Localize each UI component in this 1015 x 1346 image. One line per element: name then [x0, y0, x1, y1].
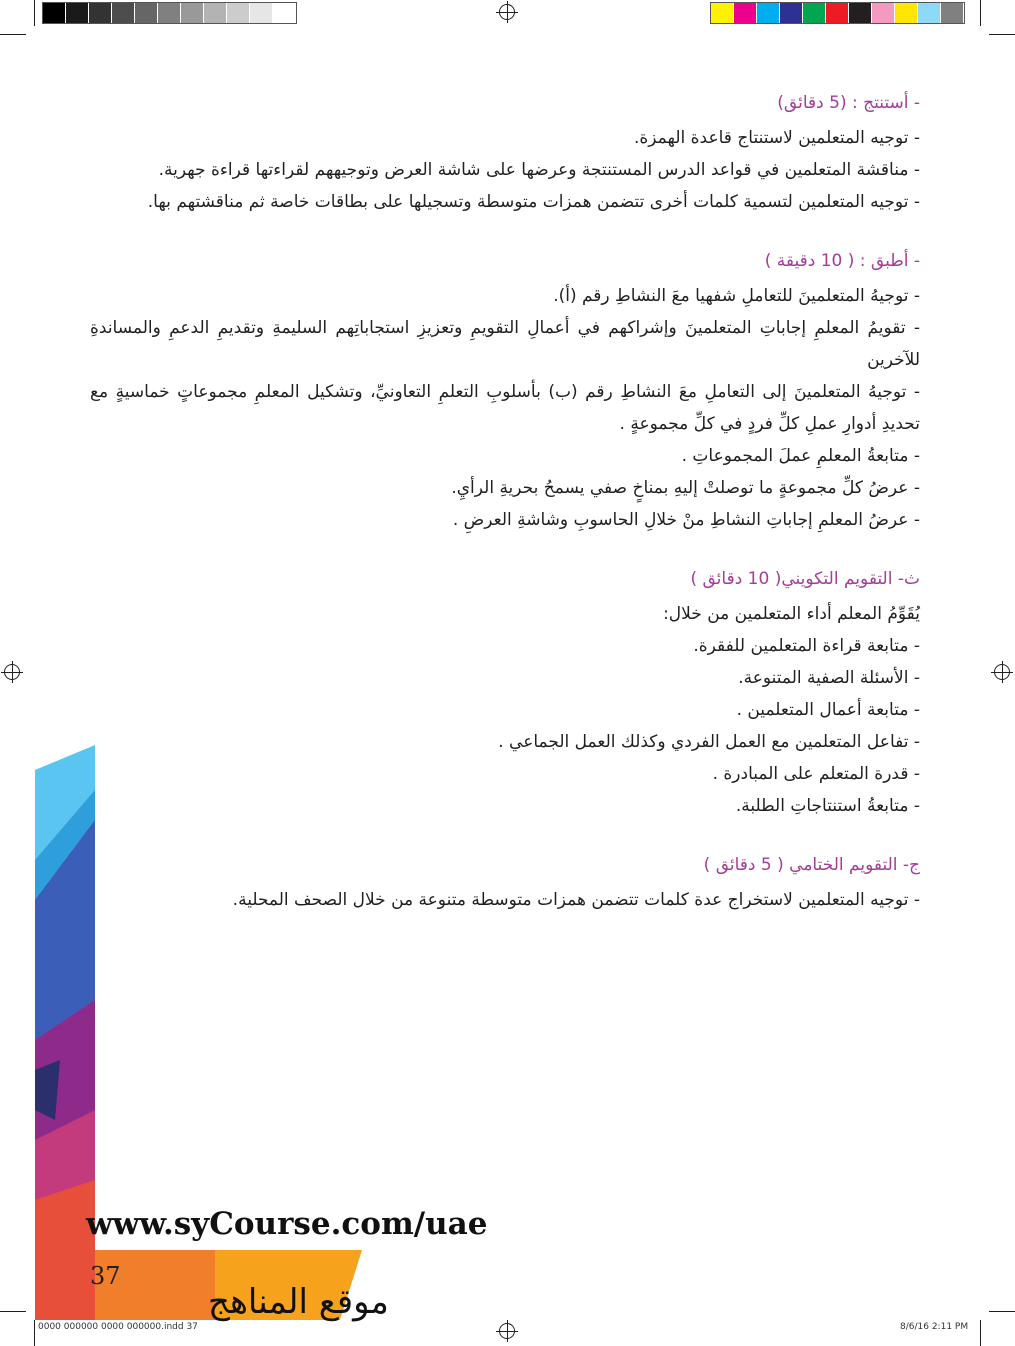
color-swatch [941, 3, 964, 23]
crop-mark [989, 34, 1015, 35]
lesson-section [90, 248, 920, 536]
section-line: - متابعة أعمال المتعلمين . [736, 700, 920, 720]
section-heading: - أطبق : ( 10 دقيقة ) [764, 251, 920, 271]
color-swatch [826, 3, 849, 23]
lesson-section [90, 852, 920, 916]
section-line: - الأسئلة الصفية المتنوعة. [738, 668, 920, 688]
registration-mark-bottom [499, 1323, 515, 1339]
section-line: - عرضُ كلِّ مجموعةٍ ما توصلتْ إليهِ بمناخٍ صفي يسمحُ بحريةِ الرأيِ. [451, 478, 920, 498]
color-swatch [895, 3, 918, 23]
site-name-arabic: موقع المناهج [208, 1282, 389, 1322]
lesson-content [90, 90, 920, 946]
color-swatch [757, 3, 780, 23]
section-line: - متابعةُ المعلمِ عملَ المجموعاتِ . [681, 446, 920, 466]
color-swatch [918, 3, 941, 23]
crop-mark [980, 0, 981, 26]
section-line: - متابعةُ استنتاجاتِ الطلبة. [735, 796, 920, 816]
lesson-section [90, 90, 920, 218]
color-swatch [711, 3, 734, 23]
section-line: - قدرة المتعلم على المبادرة . [712, 764, 920, 784]
section-line: - توجيه المتعلمين لتسمية كلمات أخرى تتضمن همزات متوسطة وتسجيلها على بطاقات خاصة ثم مناقشتهم بها. [147, 192, 920, 212]
section-line: - عرضُ المعلمِ إجاباتِ النشاطِ منْ خلالِ الحاسوبِ وشاشةِ العرضِ . [452, 510, 920, 530]
cmyk-color-bar [710, 2, 965, 24]
section-line: - توجيه المتعلمين لاستخراج عدة كلمات تتضمن همزات متوسطة متنوعة من خلال الصحف المحلية. [232, 890, 920, 910]
page-number: 37 [90, 1262, 121, 1290]
color-swatch [849, 3, 872, 23]
crop-mark [980, 1320, 981, 1346]
color-swatch [734, 3, 757, 23]
section-heading: ث- التقويم التكويني( 10 دقائق ) [690, 569, 920, 589]
registration-mark-right [994, 664, 1010, 680]
section-line: - مناقشة المتعلمين في قواعد الدرس المستنتجة وعرضها على شاشة العرض وتوجيههم لقراءتها قراءة جهرية. [158, 160, 920, 180]
registration-mark-top [499, 4, 515, 20]
website-url: www.syCourse.com/uae [86, 1206, 488, 1242]
section-line: - تفاعل المتعلمين مع العمل الفردي وكذلك العمل الجماعي . [498, 732, 920, 752]
section-line: يُقَوِّمُ المعلم أداء المتعلمين من خلال: [663, 604, 920, 624]
slug-file-name: 0000 000000 0000 000000.indd 37 [38, 1322, 198, 1332]
section-line: - توجيهُ المتعلمينَ إلى التعاملِ معَ النشاطِ رقم (ب) بأسلوبِ التعلمِ التعاونيِّ، وتشكيل المعلمِ مجموعاتٍ خماسيةٍ مع تحديدِ أدوارِ عملِ كلِّ فردٍ في كلِّ مجموعةٍ . [90, 382, 920, 434]
color-swatch [780, 3, 803, 23]
section-line: - تقويمُ المعلمِ إجاباتِ المتعلمينَ وإشراكهم في أعمالِ التقويمِ وتعزيزِ استجاباتِهم السليمةِ وتقديمِ الدعمِ والمساندةِ للآخرين [90, 318, 920, 370]
color-swatch [872, 3, 895, 23]
section-line: - توجيهُ المتعلمينَ للتعاملِ شفهيا معَ النشاطِ رقم (أ). [553, 286, 920, 306]
lesson-section [90, 566, 920, 822]
crop-mark [989, 1311, 1015, 1312]
section-heading: ج- التقويم الختامي ( 5 دقائق ) [703, 855, 920, 875]
section-line: - متابعة قراءة المتعلمين للفقرة. [693, 636, 920, 656]
section-heading: - أستنتج : (5 دقائق) [777, 93, 920, 113]
section-line: - توجيه المتعلمين لاستنتاج قاعدة الهمزة. [633, 128, 920, 148]
slug-date: 8/6/16 2:11 PM [900, 1322, 969, 1332]
color-swatch [803, 3, 826, 23]
